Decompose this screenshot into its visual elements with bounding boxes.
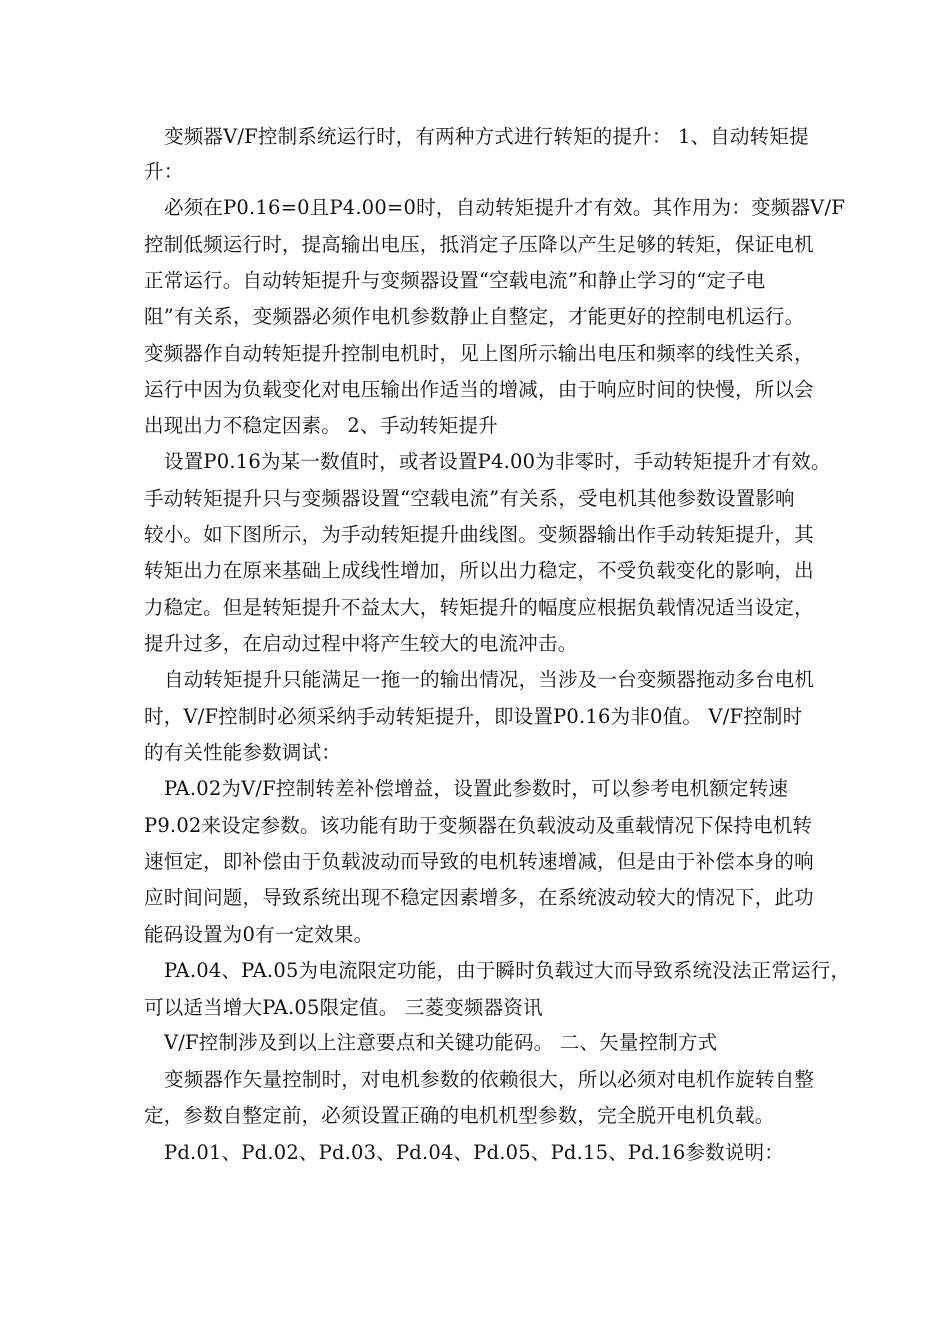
text-line: Pd.01、Pd.02、Pd.03、Pd.04、Pd.05、Pd.15、Pd.16参数说明： xyxy=(164,1141,785,1164)
text-line: 较小。如下图所示，为手动转矩提升曲线图。变频器输出作手动转矩提升，其 xyxy=(144,523,814,546)
text-line: V/F控制涉及到以上注意要点和关键功能码。 二、矢量控制方式 xyxy=(164,1031,718,1054)
text-line: 控制低频运行时，提高输出电压，抵消定子压降以产生足够的转矩，保证电机 xyxy=(144,233,814,256)
text-line: 阻”有关系，变频器必须作电机参数静止自整定，才能更好的控制电机运行。 xyxy=(144,305,805,328)
text-line: 变频器V/F控制系统运行时，有两种方式进行转矩的提升： 1、自动转矩提 xyxy=(164,125,809,148)
text-line: PA.04、PA.05为电流限定功能，由于瞬时负载过大而导致系统没法正常运行， xyxy=(164,959,851,982)
text-line: 应时间问题，导致系统出现不稳定因素增多，在系统波动较大的情况下，此功 xyxy=(144,886,814,909)
text-line: 的有关性能参数调试： xyxy=(144,741,342,764)
text-line: 时，V/F控制时必须采纳手动转矩提升，即设置P0.16为非0值。 V/F控制时 xyxy=(144,705,803,728)
text-line: 转矩出力在原来基础上成线性增加，所以出力稳定，不受负载变化的影响，出 xyxy=(144,559,814,582)
text-line: 自动转矩提升只能满足一拖一的输出情况，当涉及一台变频器拖动多台电机 xyxy=(164,668,815,691)
text-line: 运行中因为负载变化对电压输出作适当的增减，由于响应时间的快慢，所以会 xyxy=(144,378,814,401)
text-line: 变频器作自动转矩提升控制电机时，见上图所示输出电压和频率的线性关系， xyxy=(144,342,814,365)
text-line: 必须在P0.16=0且P4.00=0时，自动转矩提升才有效。其作用为：变频器V/F xyxy=(164,196,845,219)
text-line: 出现出力不稳定因素。 2、手动转矩提升 xyxy=(144,414,498,437)
text-line: 速恒定，即补偿由于负载波动而导致的电机转速增减，但是由于补偿本身的响 xyxy=(144,850,814,873)
text-line: 可以适当增大PA.05限定值。 三菱变频器资讯 xyxy=(144,996,543,1019)
text-line: 力稳定。但是转矩提升不益太大，转矩提升的幅度应根据负载情况适当设定， xyxy=(144,596,814,619)
text-line: 变频器作矢量控制时，对电机参数的依赖很大，所以必须对电机作旋转自整 xyxy=(164,1068,815,1091)
text-line: 手动转矩提升只与变频器设置“空载电流”有关系，受电机其他参数设置影响 xyxy=(144,487,795,510)
text-line: 升： xyxy=(144,160,184,183)
text-line: 设置P0.16为某一数值时，或者设置P4.00为非零时，手动转矩提升才有效。 xyxy=(164,450,831,473)
text-line: 正常运行。自动转矩提升与变频器设置“空载电流”和静止学习的“定子电 xyxy=(144,269,766,292)
text-line: 能码设置为0有一定效果。 xyxy=(144,923,374,946)
text-line: PA.02为V/F控制转差补偿增益，设置此参数时，可以参考电机额定转速 xyxy=(164,777,789,800)
text-line: P9.02来设定参数。该功能有助于变频器在负载波动及重载情况下保持电机转 xyxy=(144,814,813,837)
text-line: 定，参数自整定前，必须设置正确的电机机型参数，完全脱开电机负载。 xyxy=(144,1104,775,1127)
text-line: 提升过多，在启动过程中将产生较大的电流冲击。 xyxy=(144,632,578,655)
